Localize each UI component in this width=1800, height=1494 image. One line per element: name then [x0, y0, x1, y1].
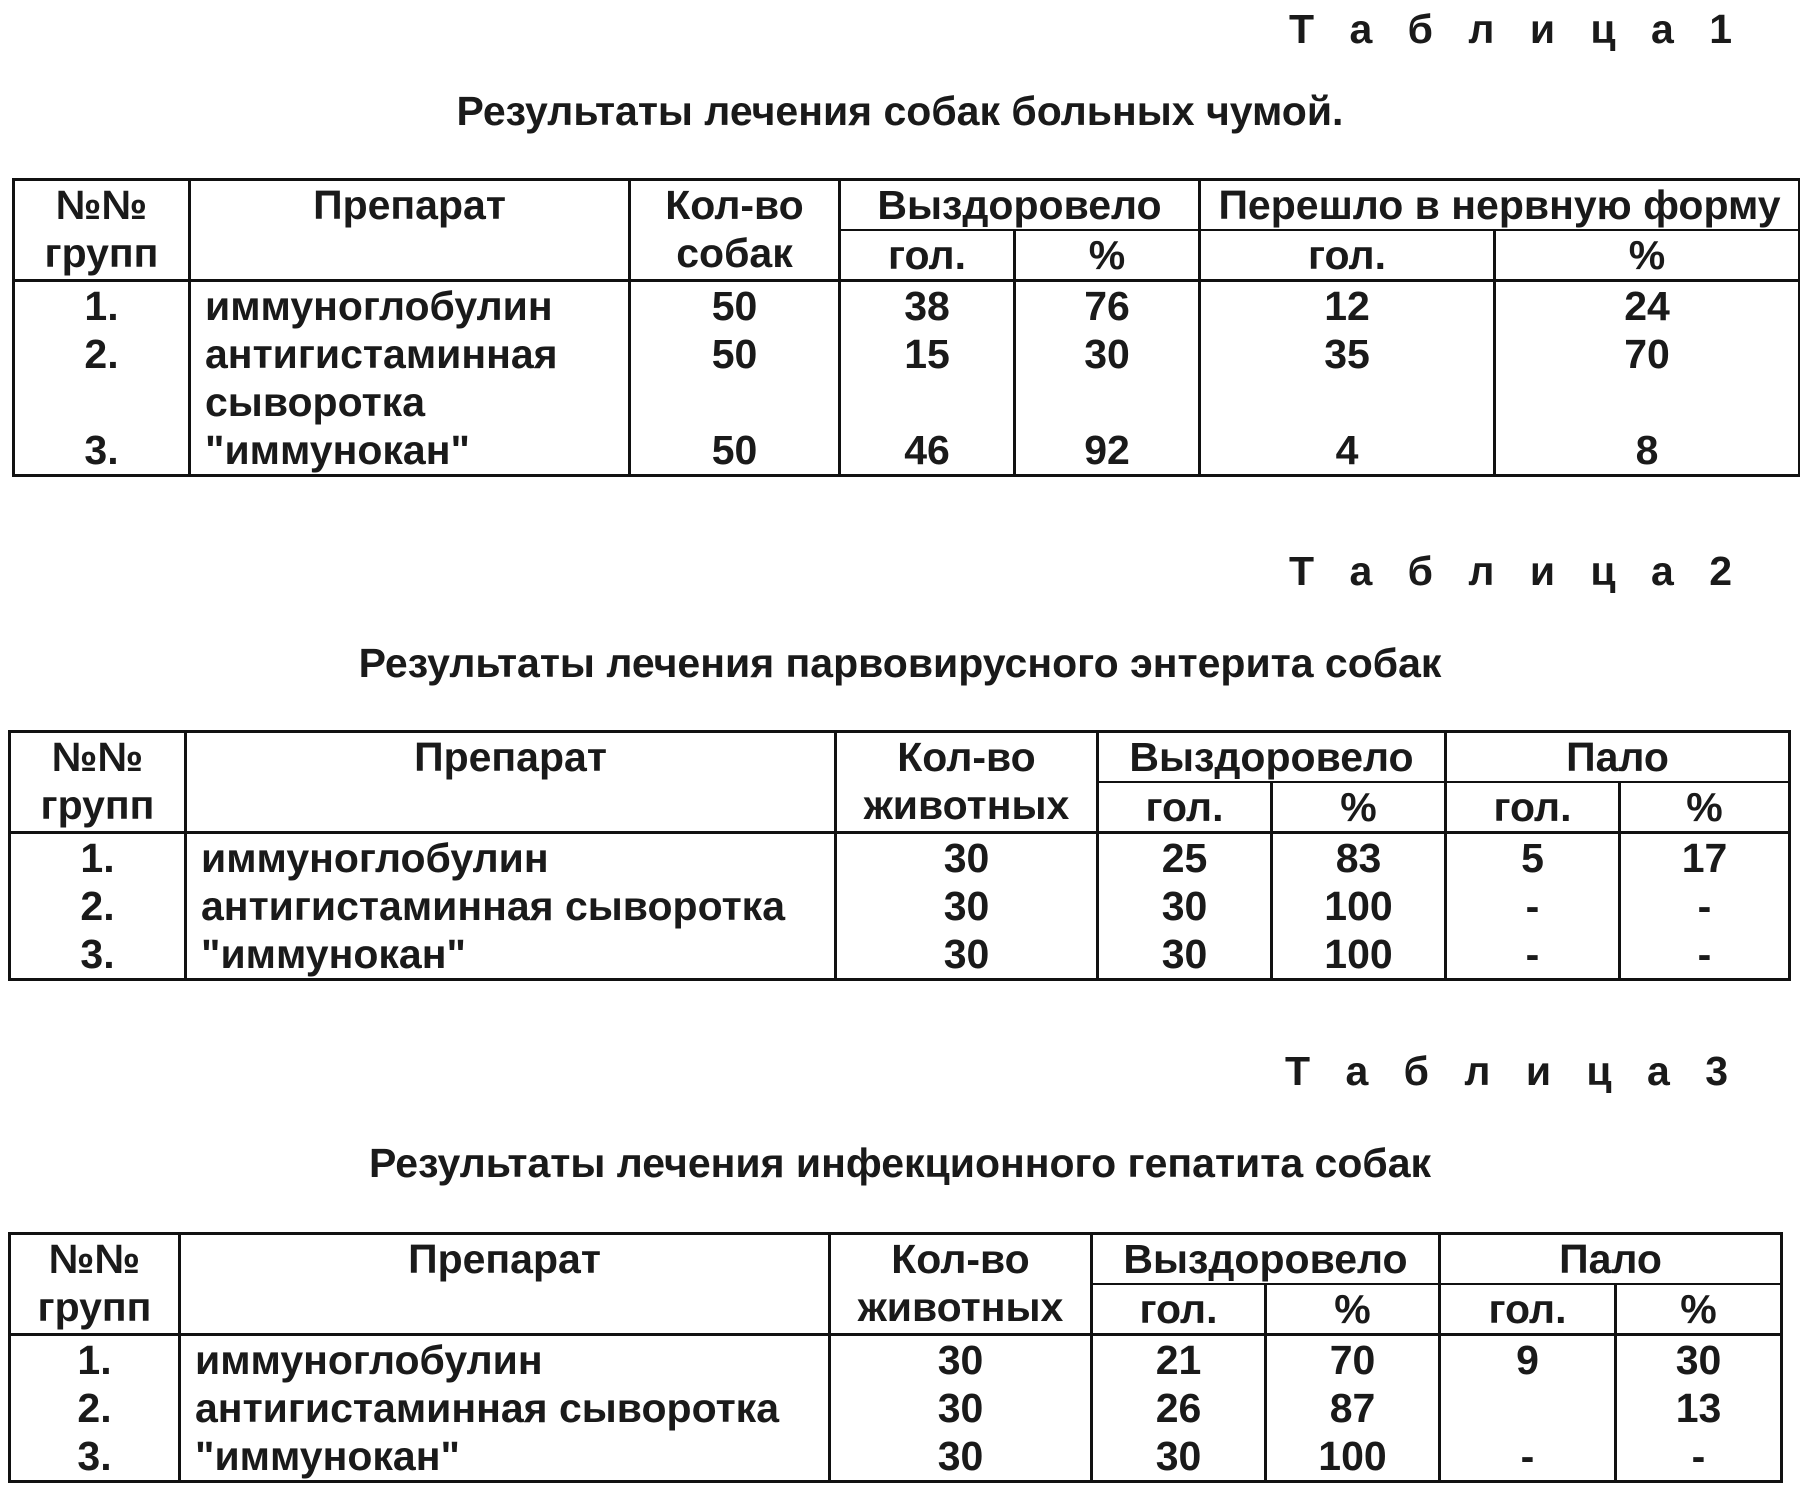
header-recovered: Выздоровело	[1098, 732, 1446, 783]
cell-group: 1.	[10, 833, 186, 883]
table-row	[10, 930, 1790, 980]
cell-rec-percent: 30	[1015, 330, 1200, 426]
table-3	[8, 1232, 1783, 1483]
cell-drug: иммуноглобулин	[190, 281, 630, 331]
cell-rec-heads: 38	[840, 281, 1015, 331]
cell-drug: антигистаминная сыворотка	[180, 1384, 830, 1432]
table-1	[12, 178, 1800, 477]
table-3-label: Т а б л и ц а 3	[1285, 1048, 1740, 1094]
cell-count: 30	[836, 930, 1098, 980]
cell-rec-percent: 100	[1272, 930, 1446, 980]
cell-rec-percent: 83	[1272, 833, 1446, 883]
table-1-caption: Результаты лечения собак больных чумой.	[456, 88, 1344, 134]
header-o2-heads: гол.	[1440, 1284, 1616, 1335]
cell-o2-percent: 70	[1495, 330, 1800, 426]
header-rec-heads: гол.	[1098, 782, 1272, 833]
table-row	[10, 1384, 1782, 1432]
cell-group: 3.	[10, 930, 186, 980]
cell-rec-heads: 30	[1092, 1432, 1266, 1482]
cell-o2-heads	[1440, 1384, 1616, 1432]
cell-rec-percent: 100	[1272, 882, 1446, 930]
cell-count: 30	[830, 1384, 1092, 1432]
cell-drug: антигистаминная сыворотка	[186, 882, 836, 930]
header-group: №№ групп	[14, 180, 190, 281]
cell-o2-heads: -	[1446, 882, 1620, 930]
header-count: Кол-во собак	[630, 180, 840, 281]
cell-rec-heads: 25	[1098, 833, 1272, 883]
cell-drug: "иммунокан"	[180, 1432, 830, 1482]
cell-o2-heads: 35	[1200, 330, 1495, 426]
cell-o2-percent: -	[1620, 882, 1790, 930]
cell-o2-heads: 5	[1446, 833, 1620, 883]
cell-drug: "иммунокан"	[186, 930, 836, 980]
table-2-label: Т а б л и ц а 2	[1289, 548, 1744, 594]
cell-o2-percent: 13	[1616, 1384, 1782, 1432]
header-rec-percent: %	[1015, 230, 1200, 281]
header-rec-heads: гол.	[1092, 1284, 1266, 1335]
cell-count: 50	[630, 330, 840, 426]
cell-group: 3.	[14, 426, 190, 476]
header-o2-heads: гол.	[1200, 230, 1495, 281]
cell-o2-heads: 12	[1200, 281, 1495, 331]
header-rec-heads: гол.	[840, 230, 1015, 281]
table-row	[10, 1335, 1782, 1385]
cell-group: 1.	[10, 1335, 180, 1385]
cell-drug: иммуноглобулин	[180, 1335, 830, 1385]
cell-rec-percent: 100	[1266, 1432, 1440, 1482]
cell-rec-heads: 30	[1098, 930, 1272, 980]
cell-drug: "иммунокан"	[190, 426, 630, 476]
cell-o2-percent: 30	[1616, 1335, 1782, 1385]
table-2-caption: Результаты лечения парвовирусного энтерита собак	[358, 640, 1442, 686]
cell-rec-percent: 76	[1015, 281, 1200, 331]
cell-group: 3.	[10, 1432, 180, 1482]
table-1-label: Т а б л и ц а 1	[1289, 6, 1744, 52]
header-rec-percent: %	[1272, 782, 1446, 833]
cell-count: 30	[836, 882, 1098, 930]
table-row	[10, 1432, 1782, 1482]
table-row	[10, 833, 1790, 883]
cell-o2-heads: -	[1446, 930, 1620, 980]
header-count: Кол-во животных	[830, 1234, 1092, 1335]
cell-rec-heads: 26	[1092, 1384, 1266, 1432]
header-o2-percent: %	[1495, 230, 1800, 281]
cell-rec-heads: 46	[840, 426, 1015, 476]
header-o2-percent: %	[1616, 1284, 1782, 1335]
cell-o2-percent: -	[1620, 930, 1790, 980]
cell-rec-percent: 87	[1266, 1384, 1440, 1432]
cell-count: 50	[630, 281, 840, 331]
table-row	[14, 281, 1800, 331]
cell-o2-percent: 24	[1495, 281, 1800, 331]
cell-group: 1.	[14, 281, 190, 331]
cell-group: 2.	[10, 882, 186, 930]
table-3-caption: Результаты лечения инфекционного гепатита собак	[368, 1140, 1432, 1186]
header-outcome2: Пало	[1440, 1234, 1782, 1285]
cell-o2-heads: 9	[1440, 1335, 1616, 1385]
header-recovered: Выздоровело	[1092, 1234, 1440, 1285]
cell-o2-percent: -	[1616, 1432, 1782, 1482]
cell-rec-heads: 21	[1092, 1335, 1266, 1385]
header-outcome2: Перешло в нервную форму	[1200, 180, 1800, 231]
cell-drug: иммуноглобулин	[186, 833, 836, 883]
cell-o2-heads: 4	[1200, 426, 1495, 476]
cell-group: 2.	[14, 330, 190, 426]
table-2	[8, 730, 1791, 981]
cell-rec-percent: 70	[1266, 1335, 1440, 1385]
header-group: №№ групп	[10, 1234, 180, 1335]
cell-o2-heads: -	[1440, 1432, 1616, 1482]
cell-o2-percent: 8	[1495, 426, 1800, 476]
header-rec-percent: %	[1266, 1284, 1440, 1335]
cell-o2-percent: 17	[1620, 833, 1790, 883]
table-row	[14, 330, 1800, 426]
header-outcome2: Пало	[1446, 732, 1790, 783]
cell-group: 2.	[10, 1384, 180, 1432]
cell-count: 50	[630, 426, 840, 476]
header-group: №№ групп	[10, 732, 186, 833]
cell-rec-percent: 92	[1015, 426, 1200, 476]
cell-count: 30	[836, 833, 1098, 883]
table-row	[10, 882, 1790, 930]
header-drug: Препарат	[190, 180, 630, 281]
cell-rec-heads: 15	[840, 330, 1015, 426]
header-recovered: Выздоровело	[840, 180, 1200, 231]
cell-count: 30	[830, 1335, 1092, 1385]
cell-drug: антигистаминная сыворотка	[190, 330, 630, 426]
header-drug: Препарат	[186, 732, 836, 833]
header-o2-heads: гол.	[1446, 782, 1620, 833]
header-o2-percent: %	[1620, 782, 1790, 833]
header-count: Кол-во животных	[836, 732, 1098, 833]
cell-count: 30	[830, 1432, 1092, 1482]
cell-rec-heads: 30	[1098, 882, 1272, 930]
table-row	[14, 426, 1800, 476]
header-drug: Препарат	[180, 1234, 830, 1335]
